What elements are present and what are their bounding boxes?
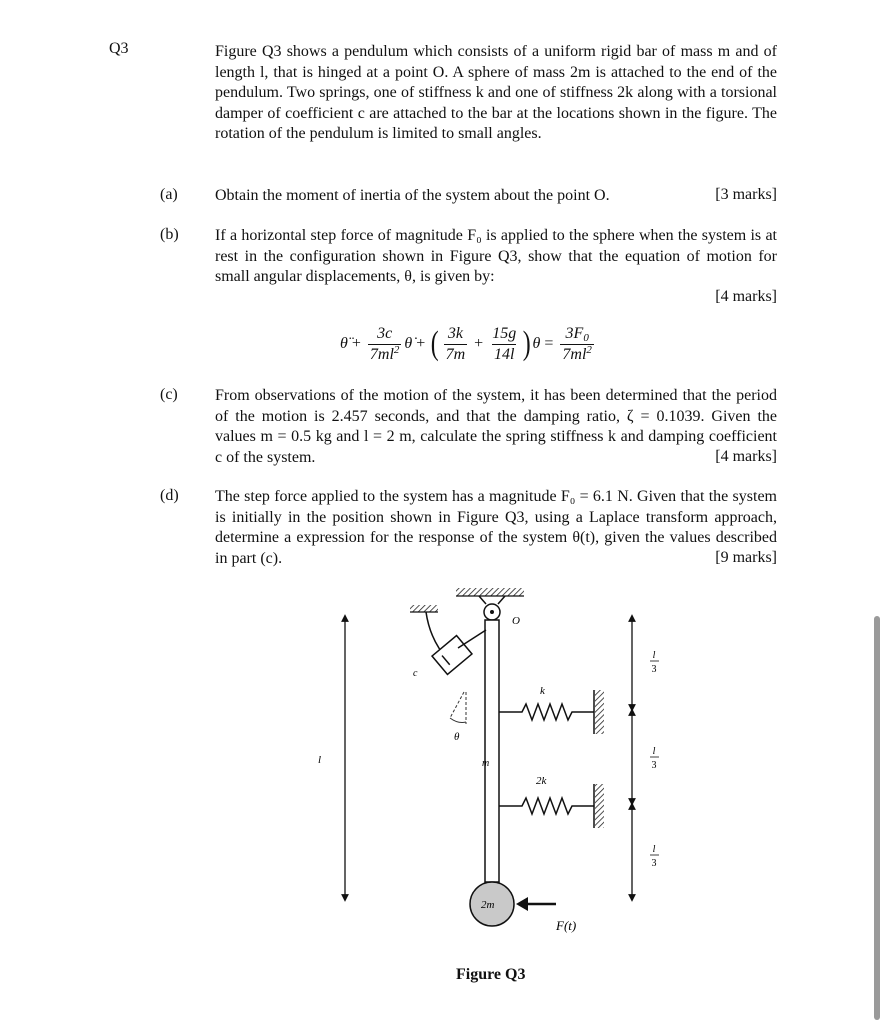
- damper-label: c: [413, 668, 418, 679]
- pendulum-bar: [485, 620, 499, 882]
- page-scrollbar[interactable]: [874, 616, 880, 1020]
- eq-damping-den-power: 2: [393, 343, 400, 356]
- force-label: F(t): [556, 918, 577, 933]
- eq-gravity-numerator: 15g: [492, 324, 517, 342]
- force-arrow-head: [516, 897, 528, 911]
- spring-k-label: k: [540, 685, 545, 697]
- eq-theta-dot: θ̇: [404, 335, 413, 352]
- third-top-den: 3: [651, 664, 657, 675]
- part-b-label: (b): [160, 226, 179, 243]
- eq-damping-numerator: 3c: [377, 324, 393, 342]
- eq-gravity-denominator: 14l: [493, 345, 515, 363]
- part-d-label: (d): [160, 487, 179, 504]
- eq-force-den-power: 2: [586, 343, 592, 356]
- eq-force-den-text: 7ml: [562, 345, 587, 363]
- eq-left-paren: (: [430, 325, 439, 362]
- spring-2k-label: 2k: [536, 775, 547, 787]
- part-d-marks: [9 marks]: [715, 549, 777, 566]
- part-c-marks: [4 marks]: [715, 448, 777, 465]
- third-middle-den: 3: [651, 760, 657, 771]
- third-bottom-num: l: [652, 844, 656, 855]
- angle-displaced-line: [450, 692, 464, 718]
- spring-k-hatch: [595, 690, 604, 734]
- third-bottom-den: 3: [651, 858, 657, 869]
- ceiling-hatch: [456, 588, 524, 596]
- third-label-bottom: [650, 844, 659, 869]
- part-c-text: From observations of the motion of the system, it has been determined that the period of the motion is 2.457 seconds, and that the damping ratio, ζ = 0.1039. Given the values m = 0.5 kg and l = 2 m, calculate the spring stiffness k and damping coefficient c of the system.: [215, 387, 777, 466]
- angle-arc: [450, 718, 466, 723]
- spring-k: [499, 704, 594, 720]
- angle-label: θ: [454, 731, 460, 743]
- eq-theta-ddot: θ̈: [340, 335, 348, 352]
- question-number: Q3: [109, 40, 129, 57]
- part-b-marks: [4 marks]: [715, 288, 777, 305]
- part-b-text: If a horizontal step force of magnitude F₀ is applied to the sphere when the system is at rest in the configuration shown in Figure Q3, show that the equation of motion for small angular displacements, θ, is given by:: [215, 227, 777, 286]
- hinge-support: [479, 596, 505, 604]
- eq-plus-1: +: [351, 335, 361, 352]
- part-a-text: Obtain the moment of inertia of the system about the point O.: [215, 187, 610, 204]
- hinge-center: [490, 610, 494, 614]
- third-label-top: [650, 650, 659, 675]
- eq-force-subscript: 0: [583, 331, 589, 344]
- part-c-label: (c): [160, 386, 178, 403]
- bar-mass-label: m: [482, 758, 490, 769]
- part-a-label: (a): [160, 186, 178, 203]
- part-d-text: The step force applied to the system has a magnitude F₀ = 6.1 N. Given that the system is initially in the position shown in Figure Q3, using a Laplace transform approach, determine a expression for the response of the system θ(t), given the values described in part (c).: [215, 488, 777, 567]
- part-a-marks: [3 marks]: [715, 186, 777, 203]
- eq-plus-2: +: [416, 335, 426, 352]
- damper-body: [432, 636, 472, 675]
- sphere-label: 2m: [481, 899, 495, 911]
- eq-right-paren: ): [522, 325, 531, 362]
- eq-stiffness-denominator: 7m: [445, 345, 466, 363]
- third-label-middle: [650, 746, 659, 771]
- question-intro: Figure Q3 shows a pendulum which consists of a uniform rigid bar of mass m and of length l, that is hinged at a point O. A sphere of mass 2m is attached to the end of the pendulum. Two springs, one of stiffness k and one of stiffness 2k along with a torsional damper of coefficient c are attached to the bar at the locations shown in the figure. The rotation of the pendulum is limited to small angles.: [215, 43, 777, 143]
- damper-wall-hatch: [410, 605, 438, 612]
- eq-stiffness-numerator: 3k: [447, 324, 463, 342]
- spring-2k-hatch: [595, 784, 604, 828]
- spring-2k: [499, 798, 594, 814]
- eq-theta: θ: [532, 335, 541, 352]
- eq-equals: =: [544, 335, 554, 352]
- eq-plus-3: +: [474, 335, 484, 352]
- damper-link: [458, 630, 486, 648]
- third-middle-num: l: [652, 746, 656, 757]
- hinge-label: O: [512, 615, 520, 627]
- eq-damping-den-text: 7ml: [369, 345, 394, 363]
- figure-caption: Figure Q3: [456, 966, 526, 983]
- length-label: l: [318, 754, 322, 766]
- eq-force-num-text: 3F: [565, 324, 584, 342]
- third-top-num: l: [652, 650, 656, 661]
